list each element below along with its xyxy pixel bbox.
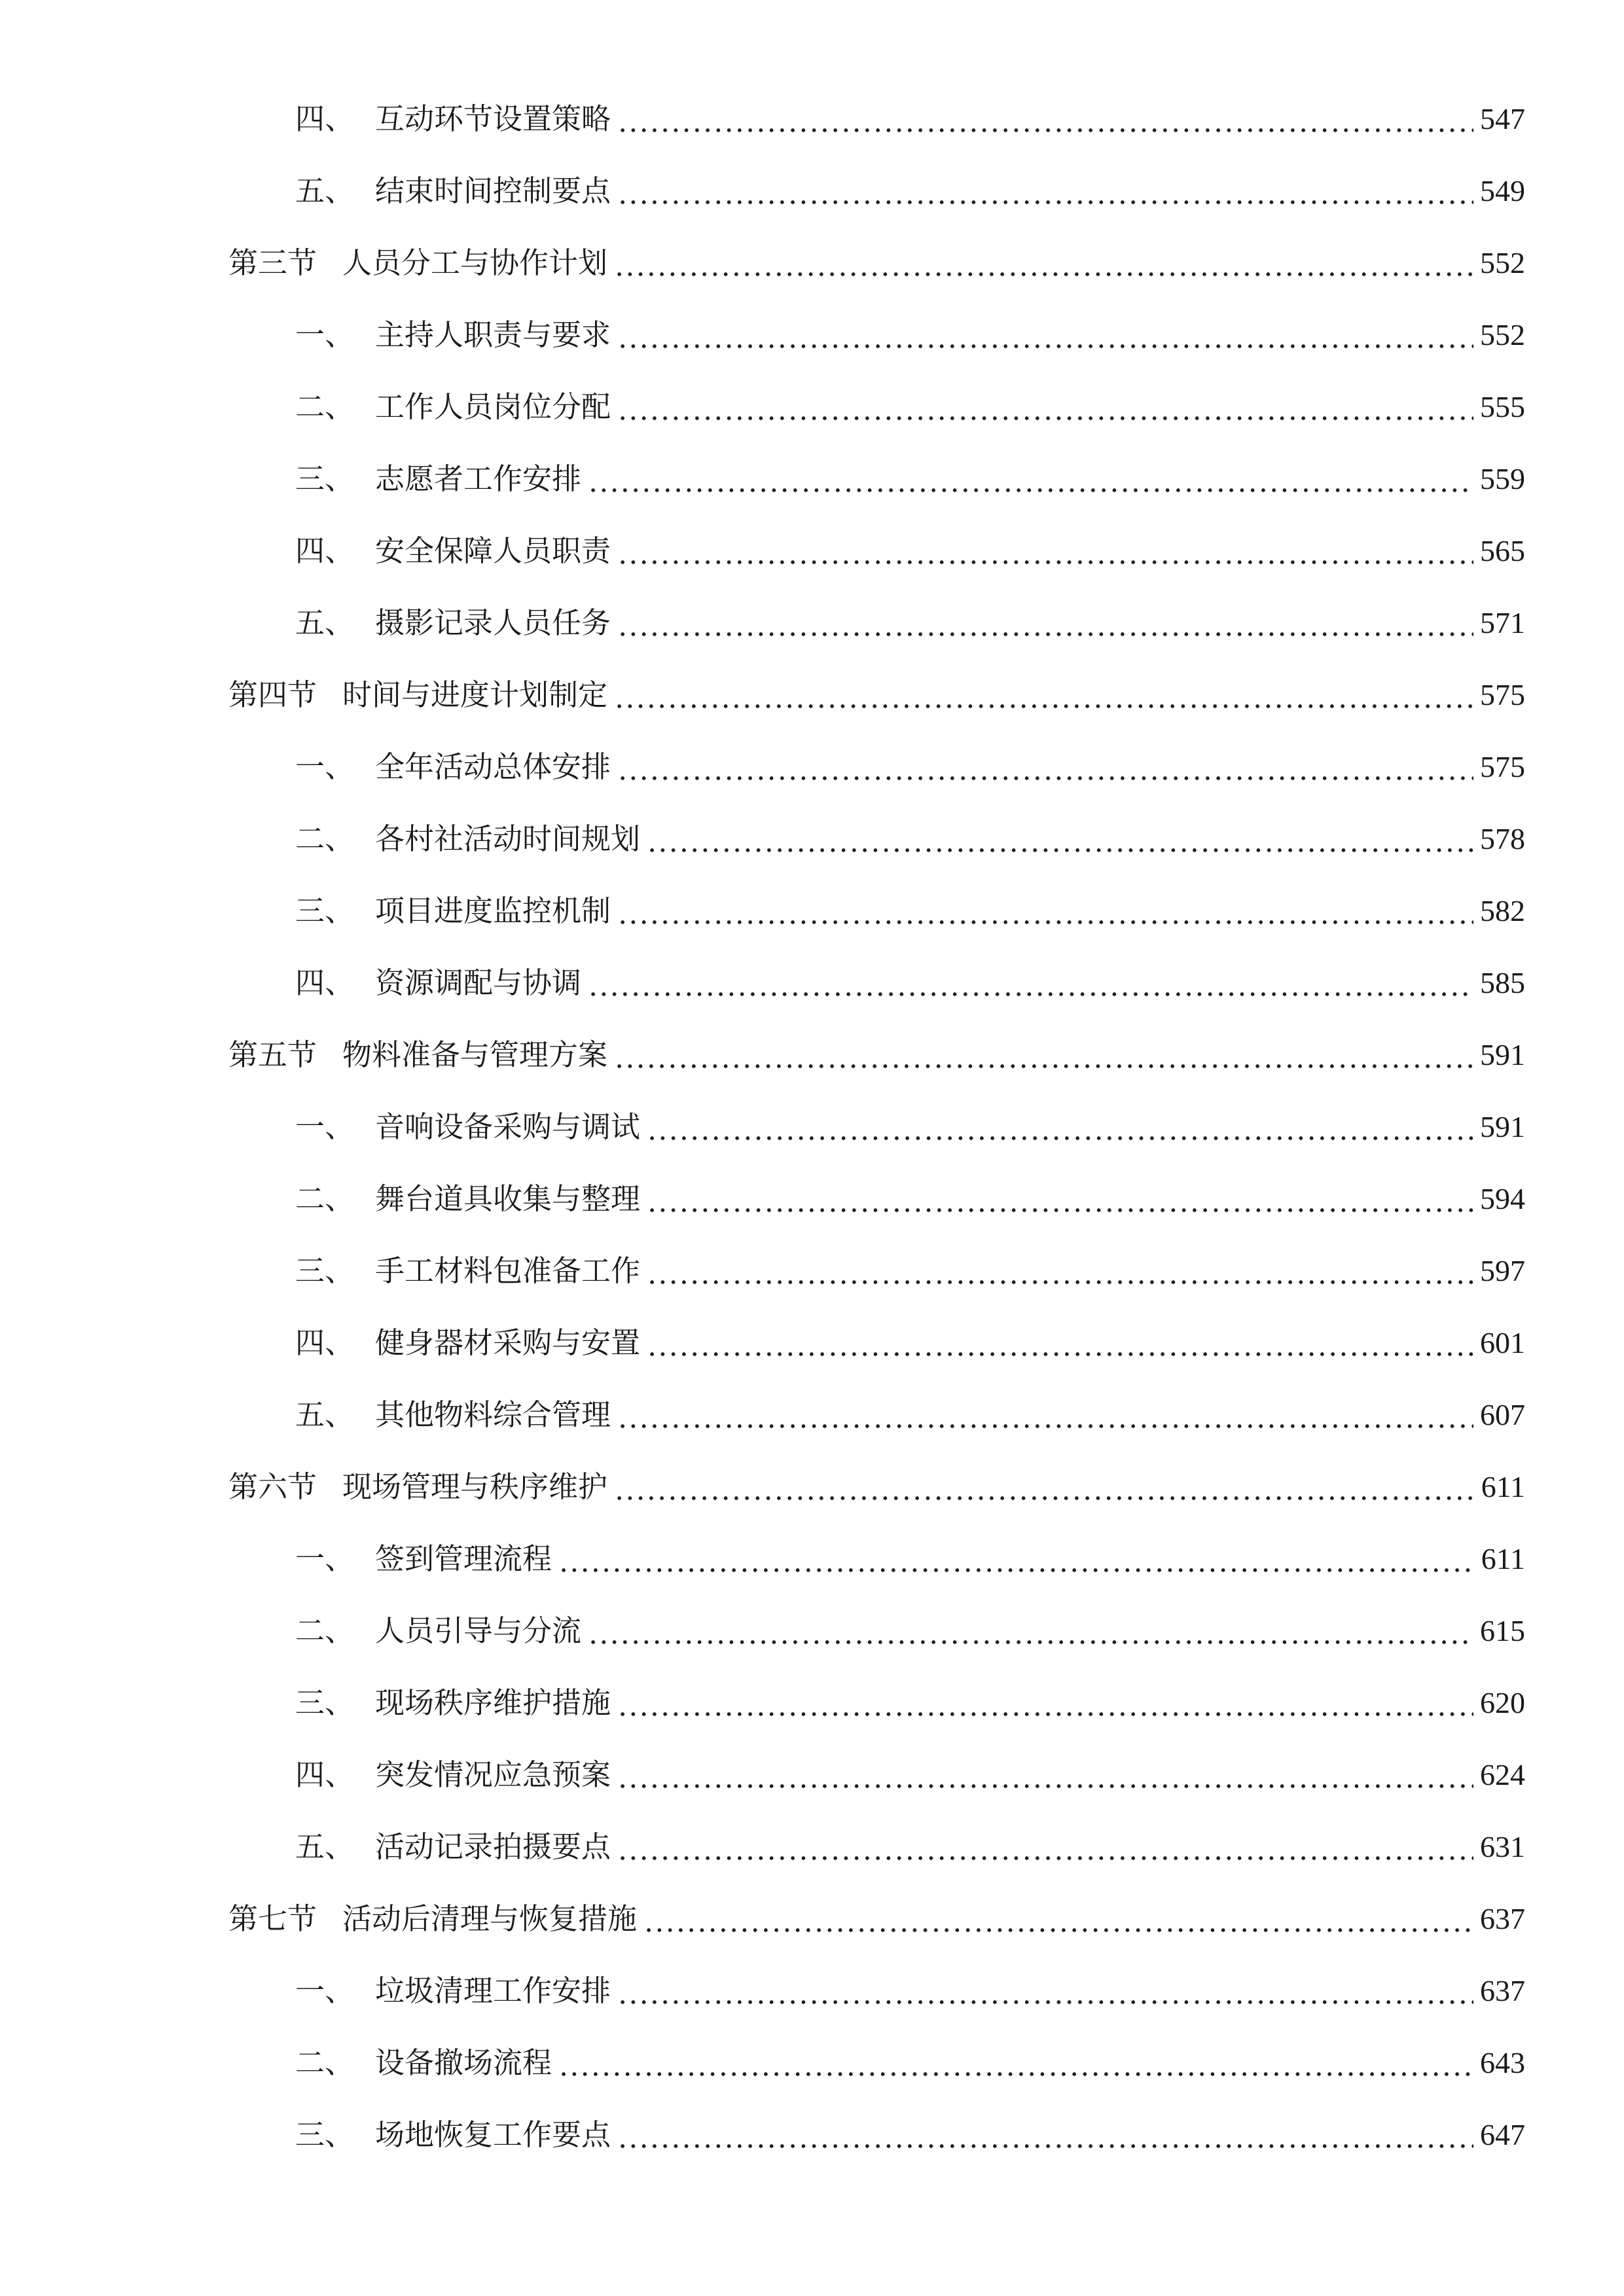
toc-entry-page-number: 555	[1476, 381, 1525, 433]
toc-entry-page-number: 575	[1476, 669, 1525, 721]
toc-entry-title: 舞台道具收集与整理	[375, 1173, 643, 1225]
toc-entry-page-number: 565	[1476, 525, 1525, 577]
toc-entry-page-number: 611	[1476, 1461, 1525, 1513]
dot-leader	[647, 1208, 1473, 1213]
toc-entry[interactable]	[0, 957, 1624, 1009]
toc-entry-title: 现场秩序维护措施	[375, 1677, 613, 1729]
dot-leader	[614, 1064, 1473, 1069]
toc-entry-page-number: 637	[1476, 1965, 1525, 2017]
toc-section-prefix: 第六节	[228, 1461, 319, 1513]
toc-entry-title: 签到管理流程	[375, 1533, 554, 1585]
toc-entry-page-number: 559	[1476, 453, 1525, 505]
toc-section-prefix: 第五节	[228, 1029, 319, 1081]
toc-entry[interactable]	[0, 381, 1624, 433]
toc-entry-page-number: 585	[1476, 957, 1525, 1009]
toc-entry-page-number: 571	[1476, 597, 1525, 649]
toc-entry[interactable]	[0, 1749, 1624, 1801]
toc-entry[interactable]	[0, 1317, 1624, 1369]
toc-entry-prefix: 四、	[295, 93, 357, 145]
toc-entry-page-number: 615	[1476, 1605, 1525, 1657]
dot-leader	[617, 1784, 1473, 1789]
toc-entry[interactable]	[0, 453, 1624, 505]
toc-entry-prefix: 三、	[295, 1245, 357, 1297]
toc-entry-prefix: 二、	[295, 813, 357, 865]
toc-entry[interactable]	[0, 309, 1624, 361]
toc-entry-prefix: 四、	[295, 1749, 357, 1801]
toc-entry-prefix: 一、	[295, 741, 357, 793]
toc-entry-title: 安全保障人员职责	[375, 525, 613, 577]
toc-section-title: 活动后清理与恢复措施	[342, 1893, 640, 1945]
toc-entry-page-number: 643	[1476, 2037, 1525, 2089]
toc-entry-prefix: 二、	[295, 381, 357, 433]
dot-leader	[588, 992, 1473, 997]
toc-entry-page-number: 549	[1476, 165, 1525, 217]
toc-entry-title: 健身器材采购与安置	[375, 1317, 643, 1369]
toc-entry-prefix: 一、	[295, 1533, 357, 1585]
toc-entry-page-number: 582	[1476, 885, 1525, 937]
toc-entry-page-number: 601	[1476, 1317, 1525, 1369]
toc-entry-page-number: 637	[1476, 1893, 1525, 1945]
toc-entry[interactable]	[0, 1821, 1624, 1873]
toc-entry-title: 垃圾清理工作安排	[375, 1965, 613, 2017]
dot-leader	[614, 1496, 1473, 1501]
toc-entry-title: 主持人职责与要求	[375, 309, 613, 361]
toc-entry[interactable]	[0, 1533, 1624, 1585]
toc-entry[interactable]	[0, 741, 1624, 793]
dot-leader	[643, 1928, 1473, 1933]
toc-entry-page-number: 607	[1476, 1389, 1525, 1441]
dot-leader	[617, 1856, 1473, 1861]
toc-entry-title: 人员引导与分流	[375, 1605, 584, 1657]
toc-section-prefix: 第七节	[228, 1893, 319, 1945]
toc-entry-prefix: 四、	[295, 525, 357, 577]
toc-entry-title: 设备撤场流程	[375, 2037, 554, 2089]
toc-entry-title: 音响设备采购与调试	[375, 1101, 643, 1153]
dot-leader	[647, 1280, 1473, 1285]
dot-leader	[558, 1568, 1473, 1573]
toc-entry-title: 突发情况应急预案	[375, 1749, 613, 1801]
dot-leader	[617, 1712, 1473, 1717]
dot-leader	[588, 488, 1473, 493]
toc-section-entry[interactable]	[0, 1461, 1624, 1513]
dot-leader	[617, 128, 1473, 133]
toc-entry-prefix: 三、	[295, 453, 357, 505]
toc-entry-title: 志愿者工作安排	[375, 453, 584, 505]
toc-entry-page-number: 591	[1476, 1101, 1525, 1153]
dot-leader	[614, 272, 1473, 277]
toc-entry-page-number: 594	[1476, 1173, 1525, 1225]
dot-leader	[647, 848, 1473, 853]
toc-entry-prefix: 五、	[295, 597, 357, 649]
toc-entry-prefix: 二、	[295, 2037, 357, 2089]
toc-entry-prefix: 二、	[295, 1173, 357, 1225]
toc-entry-page-number: 552	[1476, 237, 1525, 289]
toc-entry-page-number: 552	[1476, 309, 1525, 361]
dot-leader	[617, 776, 1473, 781]
toc-entry-page-number: 631	[1476, 1821, 1525, 1873]
dot-leader	[617, 1424, 1473, 1429]
toc-entry-page-number: 578	[1476, 813, 1525, 865]
toc-entry-title: 场地恢复工作要点	[375, 2109, 613, 2161]
dot-leader	[617, 416, 1473, 421]
toc-entry-prefix: 三、	[295, 1677, 357, 1729]
toc-entry[interactable]	[0, 597, 1624, 649]
toc-section-entry[interactable]	[0, 237, 1624, 289]
toc-section-title: 时间与进度计划制定	[342, 669, 610, 721]
toc-entry-title: 其他物料综合管理	[375, 1389, 613, 1441]
dot-leader	[617, 2000, 1473, 2005]
toc-entry-title: 摄影记录人员任务	[375, 597, 613, 649]
toc-entry-title: 各村社活动时间规划	[375, 813, 643, 865]
dot-leader	[588, 1640, 1473, 1645]
dot-leader	[617, 920, 1473, 925]
toc-entry[interactable]	[0, 885, 1624, 937]
toc-entry[interactable]	[0, 1965, 1624, 2017]
toc-entry-page-number: 591	[1476, 1029, 1525, 1081]
toc-entry[interactable]	[0, 1389, 1624, 1441]
toc-entry-title: 手工材料包准备工作	[375, 1245, 643, 1297]
toc-entry[interactable]	[0, 1101, 1624, 1153]
toc-entry-title: 工作人员岗位分配	[375, 381, 613, 433]
toc-section-entry[interactable]	[0, 669, 1624, 721]
toc-entry-title: 项目进度监控机制	[375, 885, 613, 937]
dot-leader	[617, 2144, 1473, 2149]
toc-entry[interactable]	[0, 525, 1624, 577]
dot-leader	[647, 1352, 1473, 1357]
toc-entry-page-number: 575	[1476, 741, 1525, 793]
toc-entry[interactable]	[0, 1173, 1624, 1225]
toc-section-title: 物料准备与管理方案	[342, 1029, 610, 1081]
toc-entry-prefix: 一、	[295, 1965, 357, 2017]
toc-entry-title: 活动记录拍摄要点	[375, 1821, 613, 1873]
dot-leader	[614, 704, 1473, 709]
toc-entry[interactable]	[0, 2037, 1624, 2089]
toc-entry-prefix: 五、	[295, 1389, 357, 1441]
dot-leader	[558, 2072, 1473, 2077]
toc-entry-page-number: 647	[1476, 2109, 1525, 2161]
dot-leader	[647, 1136, 1473, 1141]
toc-entry-page-number: 620	[1476, 1677, 1525, 1729]
toc-entry-title: 互动环节设置策略	[375, 93, 613, 145]
dot-leader	[617, 560, 1473, 565]
toc-entry-page-number: 624	[1476, 1749, 1525, 1801]
toc-entry[interactable]	[0, 2109, 1624, 2161]
toc-section-entry[interactable]	[0, 1029, 1624, 1081]
toc-entry-prefix: 三、	[295, 2109, 357, 2161]
toc-entry[interactable]	[0, 1677, 1624, 1729]
dot-leader	[617, 200, 1473, 205]
toc-entry-page-number: 597	[1476, 1245, 1525, 1297]
toc-section-title: 人员分工与协作计划	[342, 237, 610, 289]
toc-entry-prefix: 二、	[295, 1605, 357, 1657]
toc-entry-page-number: 611	[1476, 1533, 1525, 1585]
toc-entry-prefix: 一、	[295, 1101, 357, 1153]
dot-leader	[617, 344, 1473, 349]
toc-entry-title: 结束时间控制要点	[375, 165, 613, 217]
toc-entry-prefix: 一、	[295, 309, 357, 361]
toc-section-entry[interactable]	[0, 1893, 1624, 1945]
toc-entry-prefix: 四、	[295, 1317, 357, 1369]
toc-entry[interactable]	[0, 165, 1624, 217]
toc-section-prefix: 第三节	[228, 237, 319, 289]
toc-entry-title: 全年活动总体安排	[375, 741, 613, 793]
toc-entry[interactable]	[0, 813, 1624, 865]
toc-entry-prefix: 五、	[295, 1821, 357, 1873]
toc-entry[interactable]	[0, 1605, 1624, 1657]
toc-entry-prefix: 四、	[295, 957, 357, 1009]
toc-entry[interactable]	[0, 1245, 1624, 1297]
toc-entry-title: 资源调配与协调	[375, 957, 584, 1009]
toc-entry-page-number: 547	[1476, 93, 1525, 145]
toc-section-prefix: 第四节	[228, 669, 319, 721]
toc-entry-prefix: 三、	[295, 885, 357, 937]
toc-entry[interactable]	[0, 93, 1624, 145]
toc-section-title: 现场管理与秩序维护	[342, 1461, 610, 1513]
toc-entry-prefix: 五、	[295, 165, 357, 217]
dot-leader	[617, 632, 1473, 637]
